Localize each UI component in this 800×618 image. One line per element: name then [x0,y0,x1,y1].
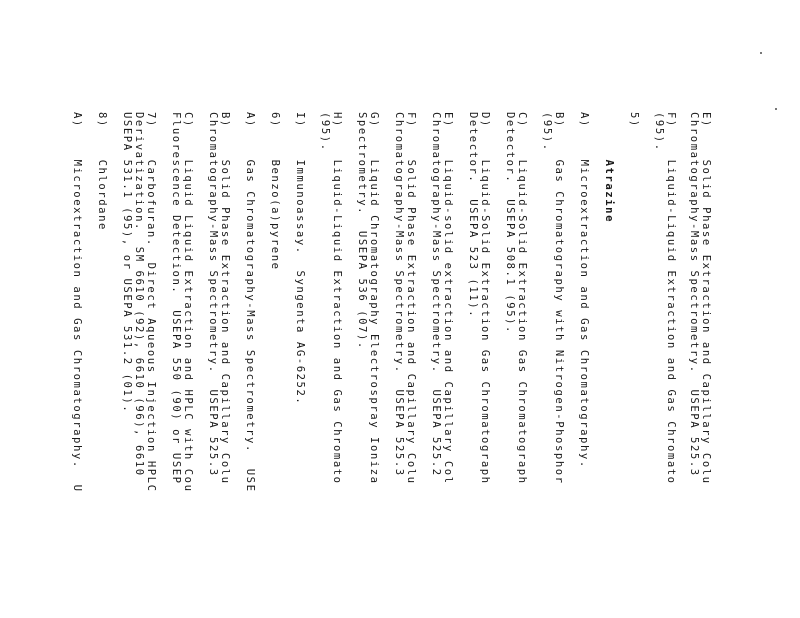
document-line: C) Liquid-Solid Extraction Gas Chromatograph [516,112,528,485]
document-line: A) Gas Chromatography-Mass Spectrometry. USE [244,112,256,493]
document-line: Derivatization. SM 6610 (92), 6610 (96), 6610 [133,112,145,477]
document-line: (95). [319,112,331,152]
document-line: Detector. USEPA 523 (11). [467,112,479,319]
document-line: B) Solid Phase Extraction and Capillary Colu [219,112,231,485]
document-line: H) Liquid-Liquid Extraction and Gas Chromato [331,112,343,485]
document-line: USEPA 531.1 (95), or USEPA 531.2 (01). [121,112,133,414]
document-line: 7) Carbofuran. Direct Aqueous Injection HPLC [145,112,157,493]
document-line: 8) Chlordane [96,112,108,231]
document-line: A) Microextraction and Gas Chromatography. [578,112,590,469]
document-line: B) Gas Chromatography with Nitrogen-Phosphor [553,112,565,485]
document-line: G) Liquid Chromatography Electrospray Ioniza [368,112,380,485]
document-line: I) Immunoassay. Syngenta AG-6252. [294,112,306,406]
document-line: E) Solid Phase Extraction and Capillary Colu [700,112,712,485]
document-line: 6) Benzo(a)pyrene [269,112,281,271]
document-line: Detector. USEPA 508.1 (95). [504,112,516,334]
document-line: E) Liquid-solid extraction and Capillary Col [442,112,454,485]
document-line: F) Liquid-Liquid Extraction and Gas Chromato [665,112,677,485]
document-line: (95). [653,112,665,152]
document-line: Atrazine [603,112,615,223]
document-line: F) Solid Phase Extraction and Capillary Colu [405,112,417,485]
document-line: C) Liquid Liquid Extraction and HPLC with Cou [182,112,194,493]
document-line: D) Liquid-Solid Extraction Gas Chromatograph [479,112,491,485]
document-line: 5) [628,112,640,128]
document-line: Chromatography-Mass Spectrometry. USEPA 525.3 [393,112,405,477]
scan-speck [760,52,762,54]
document-line: Fluorescence Detection. USEPA 550 (90) or USEP [170,112,182,485]
document-line: (95). [541,112,553,152]
document-line: A) Microextraction and Gas Chromatography. U [71,112,83,493]
document-line: Chromatography-Mass Spectrometry. USEPA 525.2 [430,112,442,477]
document-line: Chromatography-Mass Spectrometry. USEPA 525.3 [207,112,219,477]
document-line: Spectrometry. USEPA 536 (07). [356,112,368,350]
scan-speck [775,108,777,110]
document-line: Chromatography-Mass Spectrometry. USEPA 525.3 [688,112,700,477]
